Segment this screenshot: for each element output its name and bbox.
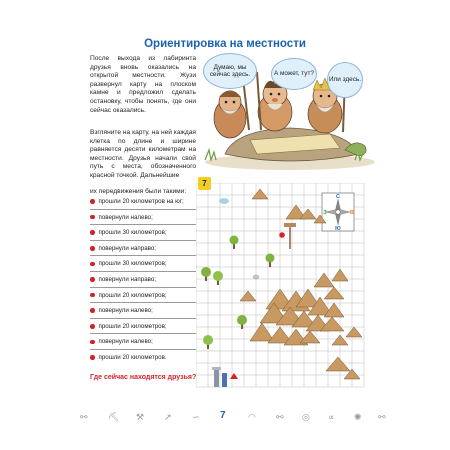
bone-icon: ⚯ bbox=[378, 412, 386, 422]
pickaxe-icon: ⛏ bbox=[108, 412, 120, 422]
map-description: Взгляните на карту, на ней каждая клетка по длине и ширине равняется десяти километрам на местности. Друзья начали свой путь с места, обозначенного красной точкой. Дальнейшие bbox=[90, 129, 196, 179]
step-divider bbox=[90, 302, 196, 303]
intro-paragraph: После выхода из лабиринта друзья вновь оказались на открытой местности. Жузи развернул карту на плоском камне и предложил сделать остановку, чтобы понять, где они сейчас оказались. bbox=[90, 55, 196, 114]
movement-step-text: прошли 20 километров. bbox=[98, 354, 167, 361]
ammonite-icon: ◎ bbox=[302, 412, 310, 422]
page-title: Ориентировка на местности bbox=[144, 38, 306, 50]
spear-icon: ↗ bbox=[164, 412, 172, 422]
movement-step bbox=[90, 307, 153, 314]
step-divider bbox=[90, 271, 196, 272]
step-divider bbox=[90, 318, 196, 319]
movement-step-text: прошли 20 километров; bbox=[98, 322, 167, 330]
fish-icon: ∝ bbox=[328, 412, 335, 422]
compass-west-label: З bbox=[323, 210, 327, 216]
bullet-dot-icon bbox=[90, 308, 95, 313]
movement-step-text: прошли 20 километров на юг; bbox=[98, 198, 184, 205]
movement-step-text: повернули направо; bbox=[98, 276, 157, 283]
bullet-dot-icon bbox=[90, 293, 95, 298]
movement-step bbox=[90, 245, 156, 252]
movement-step bbox=[90, 323, 167, 330]
totem-poles bbox=[212, 367, 238, 387]
movement-step-text: прошли 30 километров; bbox=[98, 260, 167, 268]
shell-icon: ◠ bbox=[248, 412, 256, 422]
movement-step bbox=[90, 214, 153, 221]
movement-step bbox=[90, 292, 167, 299]
movement-step bbox=[90, 338, 153, 345]
movement-step-text: прошли 20 километров; bbox=[98, 291, 167, 299]
bone-icon: ⚯ bbox=[80, 412, 88, 422]
moves-intro: их передвижения были такими: bbox=[90, 188, 187, 195]
movement-step bbox=[90, 229, 167, 236]
question-text: Где сейчас находятся друзья? bbox=[90, 374, 197, 381]
movement-step bbox=[90, 354, 167, 361]
bone-icon: ⚯ bbox=[276, 412, 284, 422]
movement-step-text: повернули направо; bbox=[98, 244, 157, 252]
page-footer bbox=[80, 410, 386, 426]
compass-east-label: В bbox=[350, 210, 354, 216]
lizard-icon: ∽ bbox=[192, 412, 200, 422]
bullet-dot-icon bbox=[90, 355, 95, 360]
bullet-dot-icon bbox=[90, 230, 95, 235]
step-divider bbox=[90, 240, 196, 241]
page-number: 7 bbox=[220, 410, 226, 421]
terrain-map bbox=[196, 183, 370, 389]
step-divider bbox=[90, 333, 196, 334]
speech-bubble-3: Или здесь. bbox=[327, 62, 363, 98]
lake-icon bbox=[219, 198, 229, 204]
bullet-dot-icon bbox=[90, 246, 95, 251]
bullet-dot-icon bbox=[90, 262, 95, 267]
start-point-marker bbox=[279, 232, 285, 238]
bullet-dot-icon bbox=[90, 277, 95, 282]
compass-rose bbox=[322, 193, 354, 232]
step-divider bbox=[90, 255, 196, 256]
movement-step-text: повернули налево; bbox=[98, 338, 153, 346]
stone-icon bbox=[253, 275, 259, 279]
speech-bubble-2: А может, тут? bbox=[271, 58, 317, 90]
task-number-badge: 7 bbox=[198, 177, 211, 190]
movement-step-text: повернули налево; bbox=[98, 213, 153, 221]
movement-step bbox=[90, 198, 184, 205]
signpost-icon bbox=[284, 223, 296, 249]
movement-step bbox=[90, 260, 167, 267]
movement-step-text: прошли 30 километров; bbox=[98, 229, 167, 237]
speech-bubble-1: Думаю, мы сейчас здесь. bbox=[203, 53, 257, 89]
step-divider bbox=[90, 224, 196, 225]
step-divider bbox=[90, 349, 196, 350]
sun-icon: ✺ bbox=[354, 412, 362, 422]
bullet-dot-icon bbox=[90, 215, 95, 220]
movement-step bbox=[90, 276, 156, 283]
bullet-dot-icon bbox=[90, 199, 95, 204]
movement-step-text: повернули налево; bbox=[98, 307, 153, 315]
hammer-icon: ⚒ bbox=[136, 412, 145, 422]
step-divider bbox=[90, 287, 196, 288]
step-divider bbox=[90, 209, 196, 210]
bullet-dot-icon bbox=[90, 324, 95, 329]
compass-north-label: С bbox=[336, 194, 340, 200]
bullet-dot-icon bbox=[90, 340, 95, 345]
compass-south-label: Ю bbox=[335, 226, 341, 232]
